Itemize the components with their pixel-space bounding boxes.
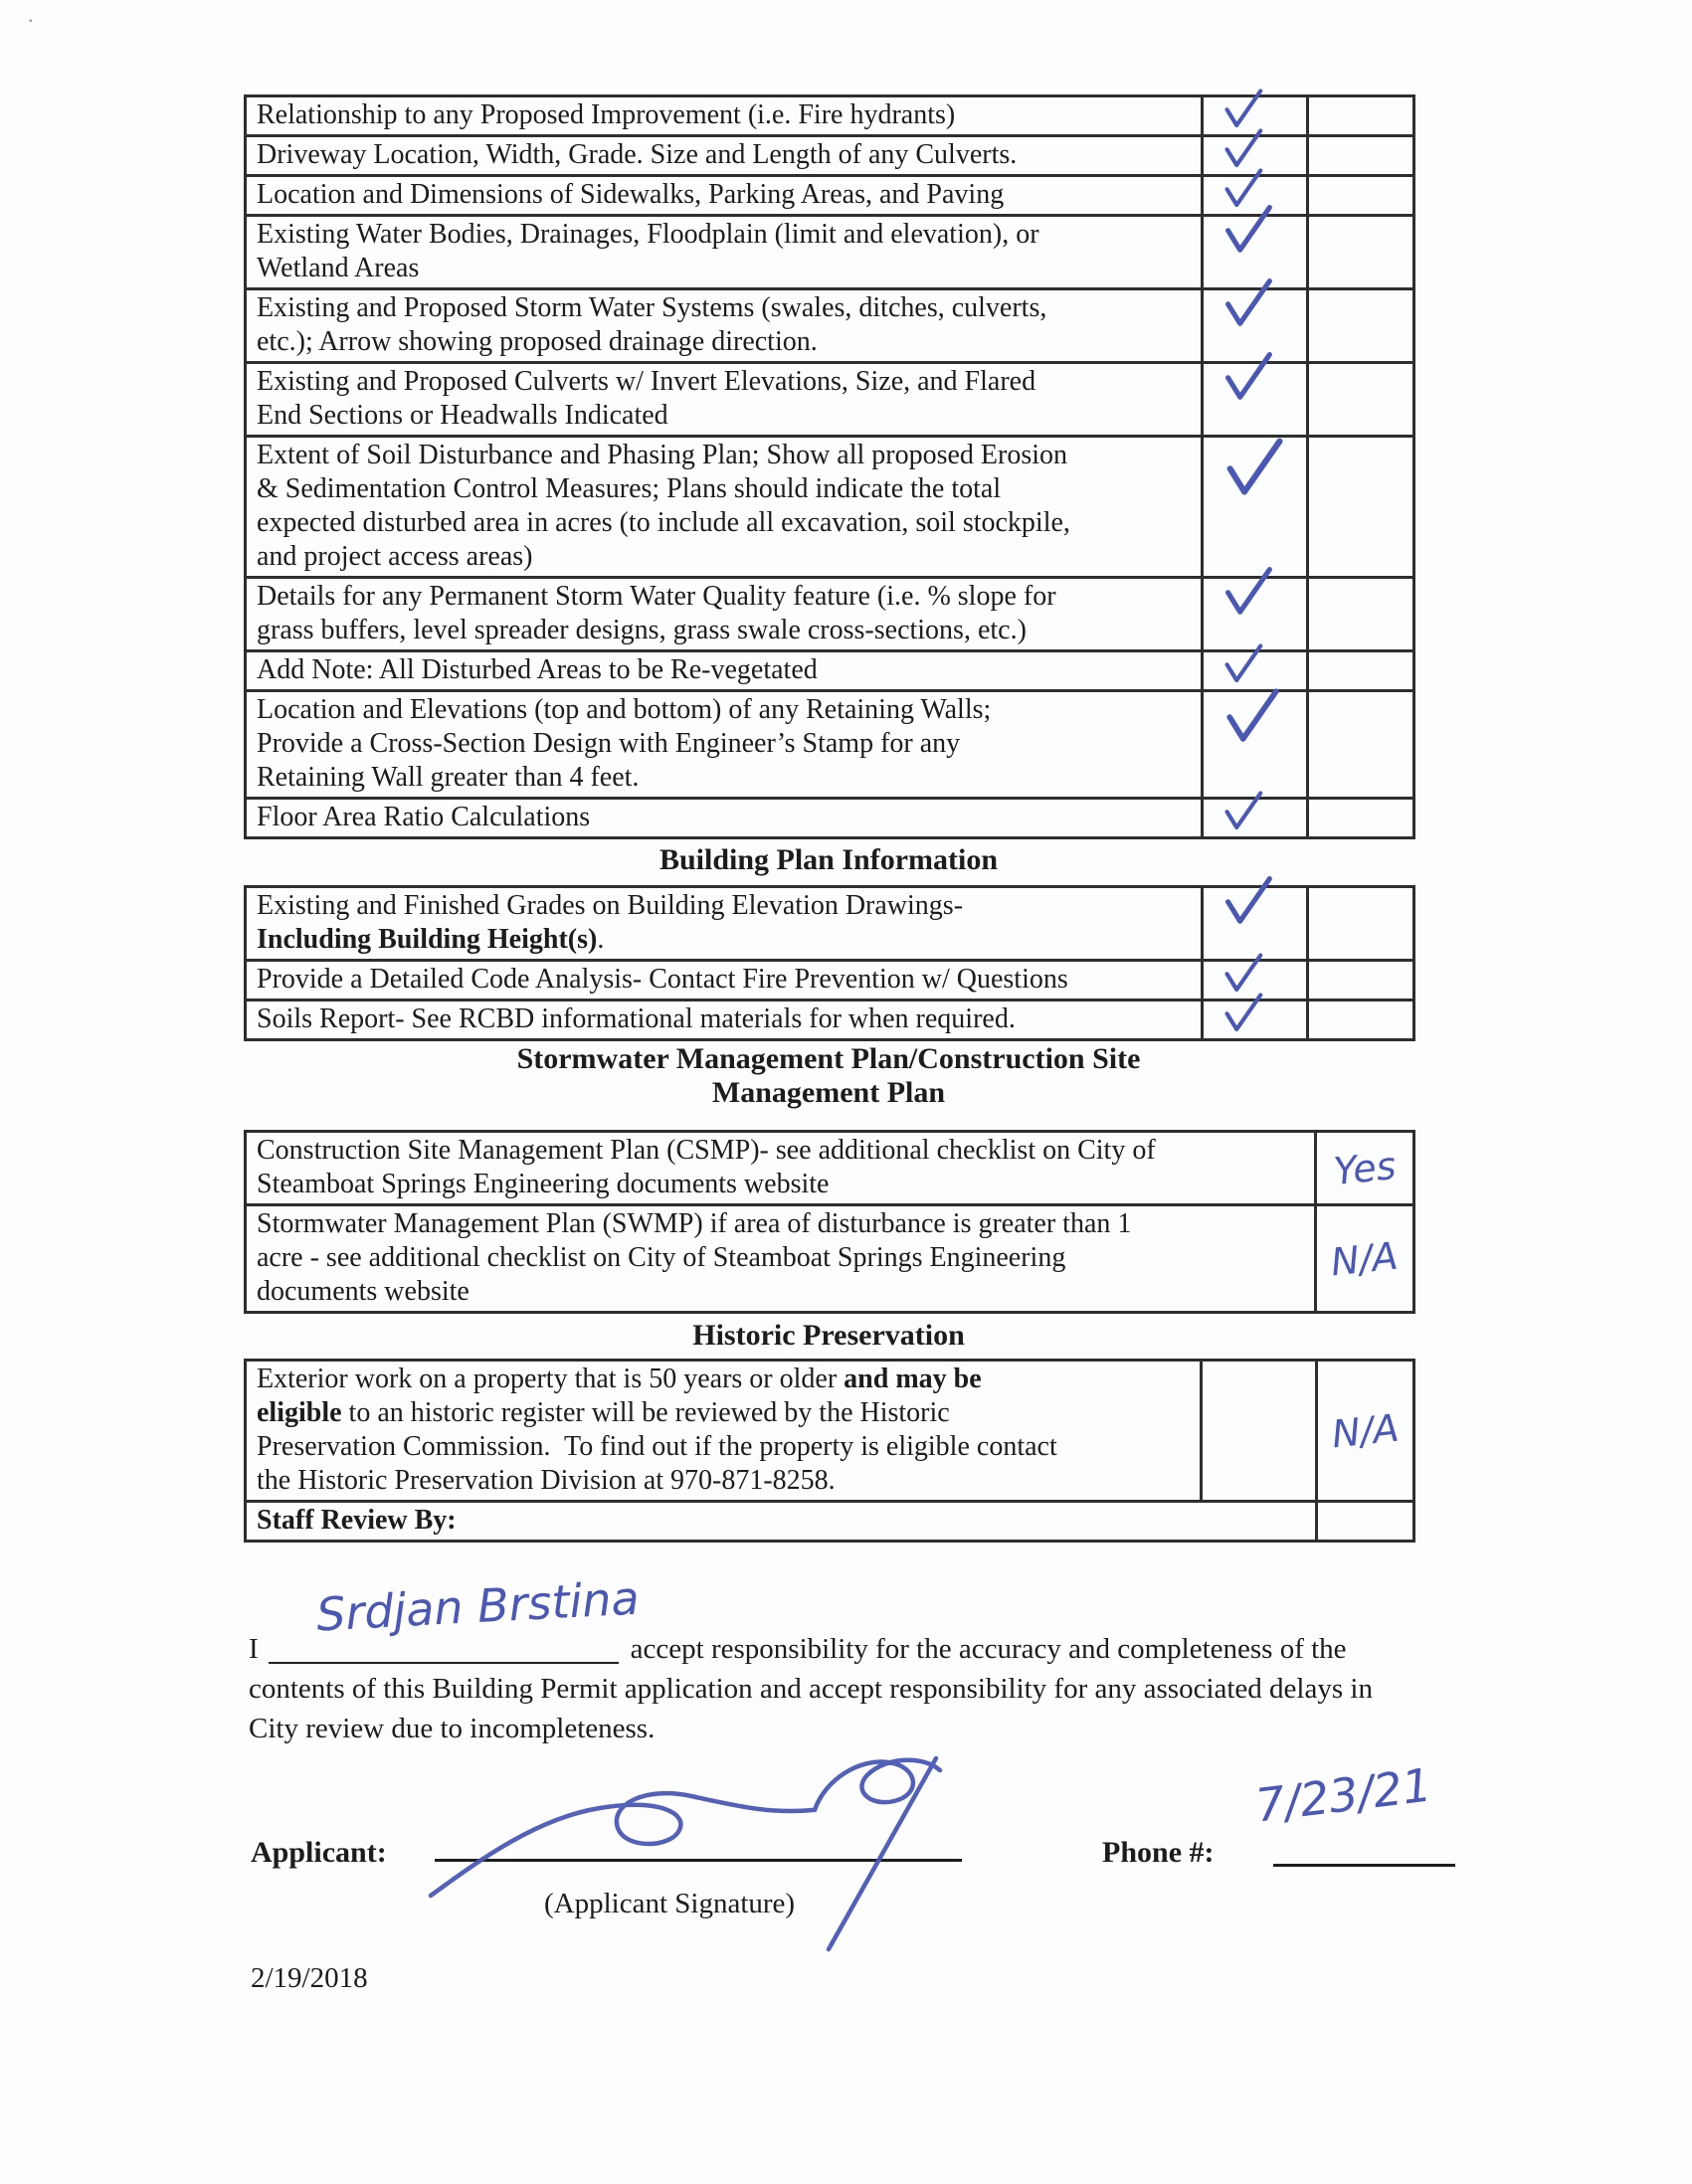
checklist-item-text: Existing Water Bodies, Drainages, Floodplain (limit and elevation), or Wetland Areas (246, 216, 1203, 289)
checklist-item-text: Driveway Location, Width, Grade. Size and Length of any Culverts. (246, 136, 1203, 176)
checkmark-icon (1221, 873, 1276, 925)
checkmark-icon (1221, 202, 1276, 254)
checkmark-icon (1221, 126, 1266, 168)
checkmark-icon (1221, 641, 1266, 683)
affidavit-text: accept responsibility for the accuracy and completeness of the contents of this Building Permit application and accept responsibility for any associated delays in City review due to incompleteness. (249, 1633, 1373, 1744)
phone-number-line[interactable] (1273, 1864, 1455, 1867)
handwritten-date: 7/23/21 (1252, 1757, 1434, 1833)
checklist-item-text: Location and Dimensions of Sidewalks, Parking Areas, and Paving (246, 176, 1203, 216)
checklist-grid (244, 885, 1415, 1041)
answer-cell[interactable] (1308, 578, 1414, 651)
answer-cell[interactable] (1308, 691, 1414, 799)
handwritten-signature (423, 1746, 1039, 1957)
affidavit-prefix: I (249, 1633, 259, 1665)
table-row (246, 1132, 1414, 1205)
answer-cell[interactable] (1308, 961, 1414, 1001)
site-plan-checklist-table (244, 94, 1415, 839)
check-cell[interactable] (1202, 1361, 1317, 1502)
checkmark-icon (1221, 435, 1288, 496)
checkmark-icon (1221, 349, 1276, 401)
form-revision-date: 2/19/2018 (251, 1962, 368, 1994)
historic-preservation-table (244, 1359, 1415, 1543)
table-row (246, 887, 1414, 961)
handwritten-applicant-name: Srdjan Brstina (314, 1570, 641, 1642)
table-row (246, 1001, 1414, 1040)
checklist-item-text: Existing and Finished Grades on Building Elevation Drawings- Including Building Height(s). (246, 887, 1203, 961)
checkmark-icon (1221, 685, 1284, 743)
building-plan-table (244, 885, 1415, 1041)
check-cell[interactable] (1203, 1001, 1308, 1040)
stormwater-table (244, 1130, 1415, 1314)
scan-artifact: . (28, 2, 34, 27)
checklist-item-text: Relationship to any Proposed Improvement (i.e. Fire hydrants) (246, 96, 1203, 136)
stormwater-header-line1: Stormwater Management Plan/Construction Site (516, 1042, 1141, 1075)
checklist-item-text: Add Note: All Disturbed Areas to be Re-vegetated (246, 651, 1203, 691)
stormwater-header-line2: Management Plan (711, 1076, 946, 1109)
checklist-item-text: Existing and Proposed Culverts w/ Invert Elevations, Size, and Flared End Sections or Headwalls Indicated (246, 363, 1203, 437)
answer-cell[interactable] (1308, 1001, 1414, 1040)
table-row (246, 437, 1414, 578)
building-plan-section-header: Building Plan Information (658, 843, 999, 876)
checklist-item-text: Staff Review By: (246, 1502, 1317, 1542)
checklist-item-text: Soils Report- See RCBD informational materials for when required. (246, 1001, 1203, 1040)
answer-cell[interactable] (1308, 437, 1414, 578)
checkmark-icon (1221, 564, 1276, 616)
table-row (246, 363, 1414, 437)
responsibility-statement (249, 1629, 1422, 1748)
checklist-item-text: Details for any Permanent Storm Water Quality feature (i.e. % slope for grass buffers, level spreader designs, grass swale cross-sections, etc.) (246, 578, 1203, 651)
checkmark-icon (1221, 991, 1266, 1032)
checkmark-icon (1221, 275, 1276, 327)
answer-cell[interactable] (1308, 136, 1414, 176)
handwritten-answer: N/A (1329, 1405, 1402, 1456)
table-row (246, 578, 1414, 651)
check-cell[interactable] (1203, 578, 1308, 651)
table-row (246, 799, 1414, 838)
answer-cell[interactable] (1308, 651, 1414, 691)
answer-cell[interactable] (1308, 216, 1414, 289)
check-cell[interactable] (1203, 887, 1308, 961)
phone-number-label: Phone #: (1102, 1836, 1215, 1869)
checklist-grid (244, 1359, 1415, 1543)
checklist-item-text: Construction Site Management Plan (CSMP)- see additional checklist on City of Steamboat Springs Engineering documents website (246, 1132, 1316, 1205)
answer-cell[interactable] (1308, 887, 1414, 961)
answer-cell[interactable] (1308, 363, 1414, 437)
checklist-item-text: Existing and Proposed Storm Water Systems (swales, ditches, culverts, etc.); Arrow showing proposed drainage direction. (246, 289, 1203, 363)
checklist-item-text: Exterior work on a property that is 50 years or older and may be eligible to an historic register will be reviewed by the Historic Preservation Commission. To find out if the property is eligible contact the Historic Preservation Division at 970-871-8258. (246, 1361, 1202, 1502)
applicant-signature-caption: (Applicant Signature) (544, 1888, 796, 1919)
answer-cell[interactable] (1317, 1502, 1414, 1542)
answer-cell[interactable] (1308, 176, 1414, 216)
stormwater-section-header (244, 1042, 1413, 1110)
table-row (246, 1205, 1414, 1313)
answer-cell[interactable] (1308, 289, 1414, 363)
answer-cell[interactable] (1308, 96, 1414, 136)
checklist-item-text: Stormwater Management Plan (SWMP) if area of disturbance is greater than 1 acre - see additional checklist on City of Steamboat Springs Engineering documents website (246, 1205, 1316, 1313)
applicant-label: Applicant: (251, 1836, 387, 1869)
answer-cell[interactable] (1308, 799, 1414, 838)
checklist-item-text: Floor Area Ratio Calculations (246, 799, 1203, 838)
checkmark-icon (1221, 789, 1266, 830)
check-cell[interactable] (1203, 691, 1308, 799)
table-row (246, 1361, 1414, 1502)
historic-section-header: Historic Preservation (692, 1319, 965, 1352)
checklist-grid (244, 1130, 1415, 1314)
checklist-item-text: Provide a Detailed Code Analysis- Contact Fire Prevention w/ Questions (246, 961, 1203, 1001)
answer-cell[interactable] (1317, 1361, 1414, 1502)
checklist-grid (244, 94, 1415, 839)
checkmark-icon (1221, 87, 1266, 128)
check-cell[interactable] (1203, 363, 1308, 437)
answer-cell[interactable] (1316, 1205, 1414, 1313)
table-row (246, 691, 1414, 799)
table-row (246, 1502, 1414, 1542)
check-cell[interactable] (1203, 799, 1308, 838)
checklist-item-text: Location and Elevations (top and bottom) of any Retaining Walls; Provide a Cross-Section Design with Engineer’s Stamp for any Retaining Wall greater than 4 feet. (246, 691, 1203, 799)
checkmark-icon (1221, 951, 1266, 993)
checklist-item-text: Extent of Soil Disturbance and Phasing Plan; Show all proposed Erosion & Sedimentation Control Measures; Plans should indicate the total expected disturbed area in acres (to include all excavation, soil stockpile, and project access areas) (246, 437, 1203, 578)
check-cell[interactable] (1203, 437, 1308, 578)
handwritten-answer: Yes (1331, 1143, 1399, 1193)
handwritten-answer: N/A (1329, 1233, 1401, 1284)
answer-cell[interactable] (1316, 1132, 1414, 1205)
